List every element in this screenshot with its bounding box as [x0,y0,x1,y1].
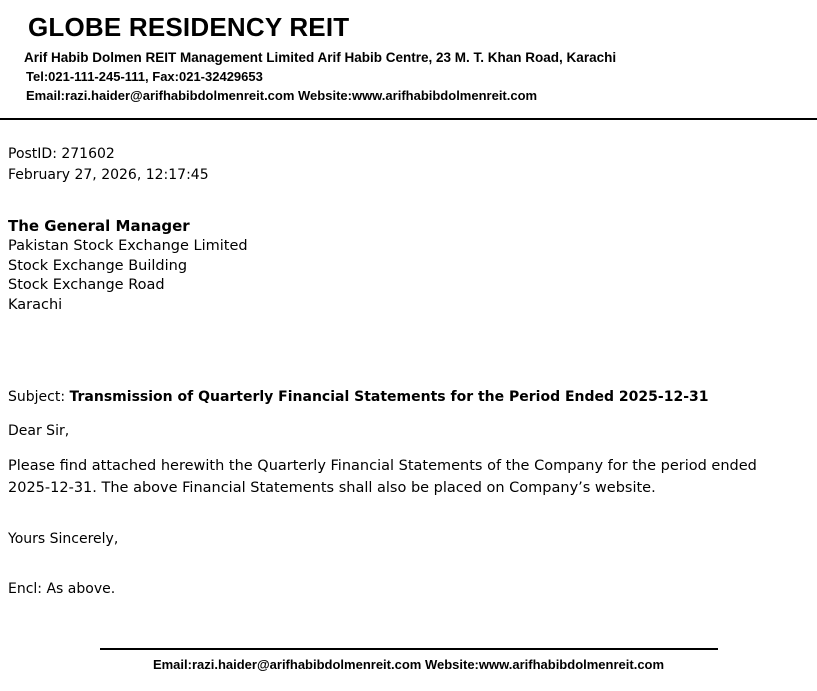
spacer [8,365,809,387]
company-address: Arif Habib Dolmen REIT Management Limited Arif Habib Centre, 23 M. T. Khan Road, Karachi [24,50,617,65]
spacer [8,549,809,579]
page-footer [0,648,817,673]
post-datetime: February 27, 2026, 12:17:45 [8,167,209,183]
letter-paragraph: Please find attached herewith the Quarterly Financial Statements of the Company for the period ended 2025-12-31. The above Financial Statements shall also be placed on Company’s website. [8,458,757,496]
recipient-line-2: Stock Exchange Building [8,257,188,274]
recipient-line-3: Stock Exchange Road [8,277,165,293]
company-name: GLOBE RESIDENCY REIT [28,12,350,42]
spacer [8,315,809,365]
spacer [8,407,809,421]
closing: Yours Sincerely, [8,531,119,547]
letter-body [8,120,809,599]
subject-text: Transmission of Quarterly Financial Statements for the Period Ended 2025-12-31 [69,389,709,405]
spacer [8,499,809,529]
spacer [8,441,809,455]
salutation: Dear Sir, [8,423,70,439]
subject-row [8,387,809,407]
post-id: PostID: 271602 [8,146,115,162]
footer-divider [100,648,718,650]
letterhead [8,0,809,111]
company-phone-fax: Tel:021-111-245-111, Fax:021-32429653 [26,69,263,84]
recipient-line-4: Karachi [8,296,63,313]
subject-label: Subject: [8,389,66,405]
footer-contact: Email:razi.haider@arifhabibdolmenreit.com Website:www.arifhabibdolmenreit.com [152,657,665,672]
recipient-line-1: Pakistan Stock Exchange Limited [8,238,248,254]
enclosure-note: Encl: As above. [8,581,116,597]
recipient-title: The General Manager [8,217,190,235]
company-email-website: Email:razi.haider@arifhabibdolmenreit.com Website:www.arifhabibdolmenreit.com [26,88,538,103]
spacer [8,186,809,216]
